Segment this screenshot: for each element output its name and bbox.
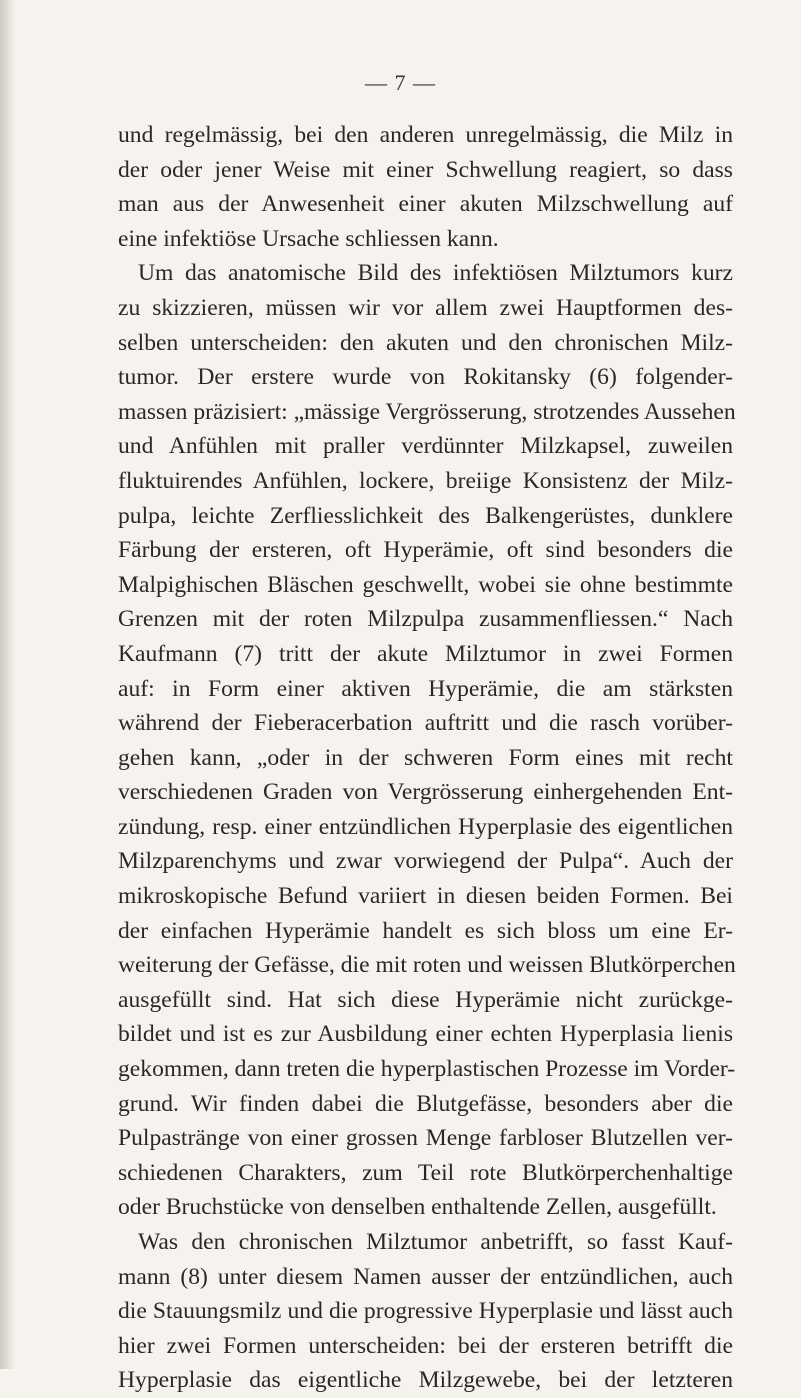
text-line: ausgefüllt sind. Hat sich diese Hyperämie nicht zurückge- xyxy=(118,986,733,1013)
text-line: gekommen, dann treten die hyperplastischen Prozesse im Vorder- xyxy=(118,1056,736,1083)
text-line: oder Bruchstücke von denselben enthaltende Zellen, ausgefüllt. xyxy=(118,1194,717,1221)
text-line: gehen kann, „oder in der schweren Form eines mit recht xyxy=(118,744,733,771)
text-line: hier zwei Formen unterscheiden: bei der ersteren betrifft die xyxy=(118,1332,733,1359)
text-line: der einfachen Hyperämie handelt es sich bloss um eine Er- xyxy=(118,917,733,944)
text-line: bildet und ist es zur Ausbildung einer echten Hyperplasia lienis xyxy=(118,1021,733,1048)
text-line: Was den chronischen Milztumor anbetrifft, so fasst Kauf- xyxy=(138,1229,733,1255)
text-line: die Stauungsmilz und die progressive Hyperplasie und lässt auch xyxy=(118,1298,733,1325)
text-line: Hyperplasie das eigentliche Milzgewebe, bei der letzteren xyxy=(118,1367,733,1394)
text-line: tumor. Der erstere wurde von Rokitansky (6) folgender- xyxy=(118,364,733,391)
text-line: Malpighischen Bläschen geschwellt, wobei sie ohne bestimmte xyxy=(118,571,733,598)
text-line: pulpa, leichte Zerfliesslichkeit des Balkengerüstes, dunklere xyxy=(118,502,733,529)
text-line: und regelmässig, bei den anderen unregelmässig, die Milz in xyxy=(118,122,733,148)
body-text xyxy=(118,118,736,1398)
text-line: selben unterscheiden: den akuten und den chronischen Milz- xyxy=(118,329,733,356)
text-line: mann (8) unter diesem Namen ausser der entzündlichen, auch xyxy=(118,1263,733,1290)
text-line: Grenzen mit der roten Milzpulpa zusammenfliessen.“ Nach xyxy=(118,606,733,633)
text-line: Pulpastränge von einer grossen Menge farbloser Blutzellen ver- xyxy=(118,1125,733,1152)
page-number: — 7 — xyxy=(365,70,436,95)
text-line: schiedenen Charakters, zum Teil rote Blutkörperchenhaltige xyxy=(118,1159,733,1186)
text-line: Färbung der ersteren, oft Hyperämie, oft sind besonders die xyxy=(118,537,733,564)
text-line: Um das anatomische Bild des infektiösen Milztumors kurz xyxy=(138,260,733,287)
text-line: zündung, resp. einer entzündlichen Hyperplasie des eigentlichen xyxy=(118,813,733,840)
text-line: der oder jener Weise mit einer Schwellung reagiert, so dass xyxy=(118,156,733,183)
text-line: fluktuirendes Anfühlen, lockere, breiige Konsistenz der Milz- xyxy=(118,467,733,494)
text-line: massen präzisiert: „mässige Vergrösserung, strotzendes Aussehen xyxy=(118,398,736,425)
text-line: zu skizzieren, müssen wir vor allem zwei Hauptformen des- xyxy=(118,294,733,321)
text-line: grund. Wir finden dabei die Blutgefässe, besonders aber die xyxy=(118,1090,733,1117)
text-line: eine infektiöse Ursache schliessen kann. xyxy=(118,225,499,252)
text-line: Kaufmann (7) tritt der akute Milztumor in zwei Formen xyxy=(118,640,733,667)
text-line: verschiedenen Graden von Vergrösserung einhergehenden Ent- xyxy=(118,779,733,806)
text-line: während der Fieberacerbation auftritt und die rasch vorüber- xyxy=(118,710,733,737)
text-line: mikroskopische Befund variiert in diesen beiden Formen. Bei xyxy=(118,883,733,910)
text-line: auf: in Form einer aktiven Hyperämie, die am stärksten xyxy=(118,675,733,702)
page-edge-shadow xyxy=(0,0,16,1369)
text-line: weiterung der Gefässe, die mit roten und weissen Blutkörperchen xyxy=(118,952,736,979)
text-line: man aus der Anwesenheit einer akuten Milzschwellung auf xyxy=(118,191,733,218)
text-line: und Anfühlen mit praller verdünnter Milzkapsel, zuweilen xyxy=(118,433,733,460)
text-line: Milzparenchyms und zwar vorwiegend der Pulpa“. Auch der xyxy=(118,848,733,875)
